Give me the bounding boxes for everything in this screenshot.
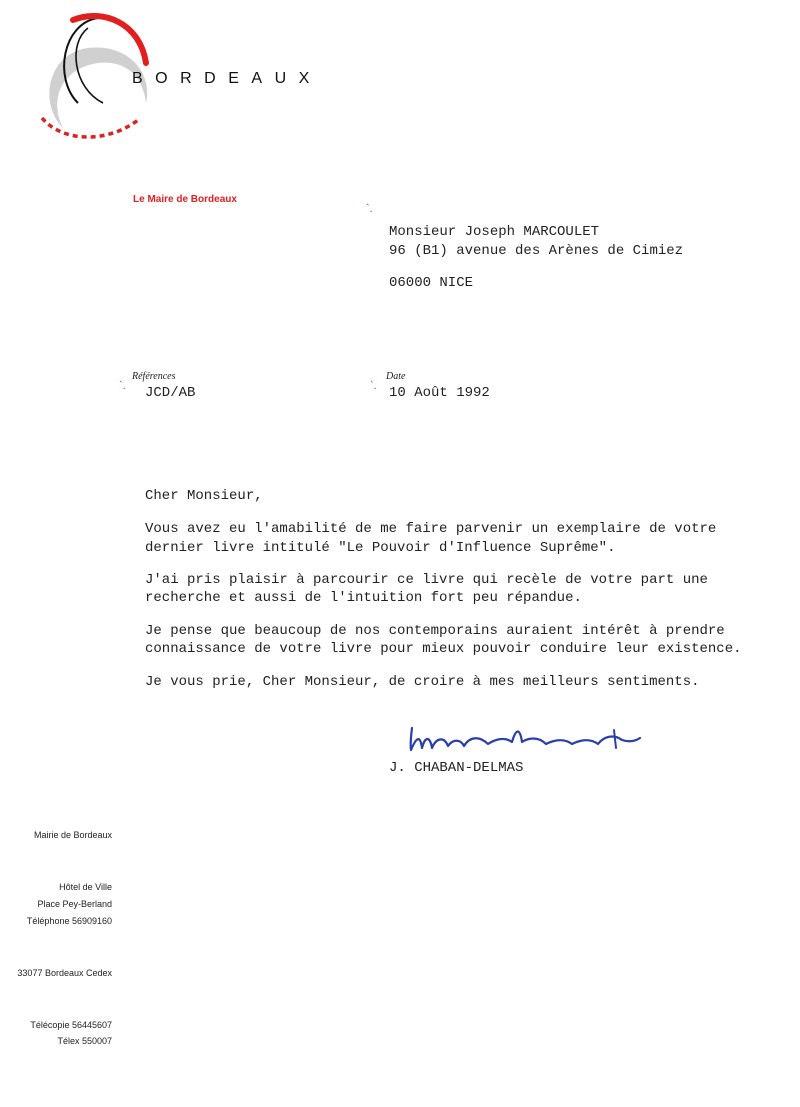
paragraph-2-line-2: recherche et aussi de l'intuition fort peu répandue.: [145, 590, 582, 606]
footer-postal: 33077 Bordeaux Cedex: [17, 968, 112, 978]
city-wordmark: BORDEAUX: [132, 70, 322, 87]
signatory-name: J. CHABAN-DELMAS: [389, 760, 524, 776]
recipient-city: 06000 NICE: [389, 275, 474, 291]
footer-building: Hôtel de Ville: [59, 882, 112, 892]
date-label: Date: [386, 371, 406, 382]
date-mark-icon: `.: [370, 380, 377, 392]
footer-fax: Télécopie 56445607: [30, 1020, 112, 1030]
closing-line: Je vous prie, Cher Monsieur, de croire à mes meilleurs sentiments.: [145, 674, 700, 690]
footer-telex: Télex 550007: [57, 1036, 112, 1046]
references-mark-icon: `.: [119, 380, 126, 392]
recipient-name: Monsieur Joseph MARCOULET: [389, 224, 600, 240]
paragraph-3-line-1: Je pense que beaucoup de nos contemporains auraient intérêt à prendre: [145, 623, 725, 639]
office-title: Le Maire de Bordeaux: [133, 194, 237, 205]
paragraph-3-line-2: connaissance de votre livre pour mieux pouvoir conduire leur existence.: [145, 641, 742, 657]
references-label: Références: [132, 371, 176, 382]
recipient-street: 96 (B1) avenue des Arènes de Cimiez: [389, 243, 684, 259]
address-mark-icon: `.: [366, 203, 373, 215]
salutation: Cher Monsieur,: [145, 488, 263, 504]
paragraph-1-line-2: dernier livre intitulé "Le Pouvoir d'Influence Suprême".: [145, 540, 616, 556]
footer-org: Mairie de Bordeaux: [33, 830, 112, 840]
footer-phone: Téléphone 56909160: [26, 916, 112, 926]
references-value: JCD/AB: [145, 385, 196, 401]
paragraph-1-line-1: Vous avez eu l'amabilité de me faire parvenir un exemplaire de votre: [145, 521, 717, 537]
footer-street: Place Pey-Berland: [37, 899, 112, 909]
paragraph-2-line-1: J'ai pris plaisir à parcourir ce livre qui recèle de votre part une: [145, 572, 708, 588]
date-value: 10 Août 1992: [389, 385, 490, 401]
signature-icon: [408, 722, 648, 758]
